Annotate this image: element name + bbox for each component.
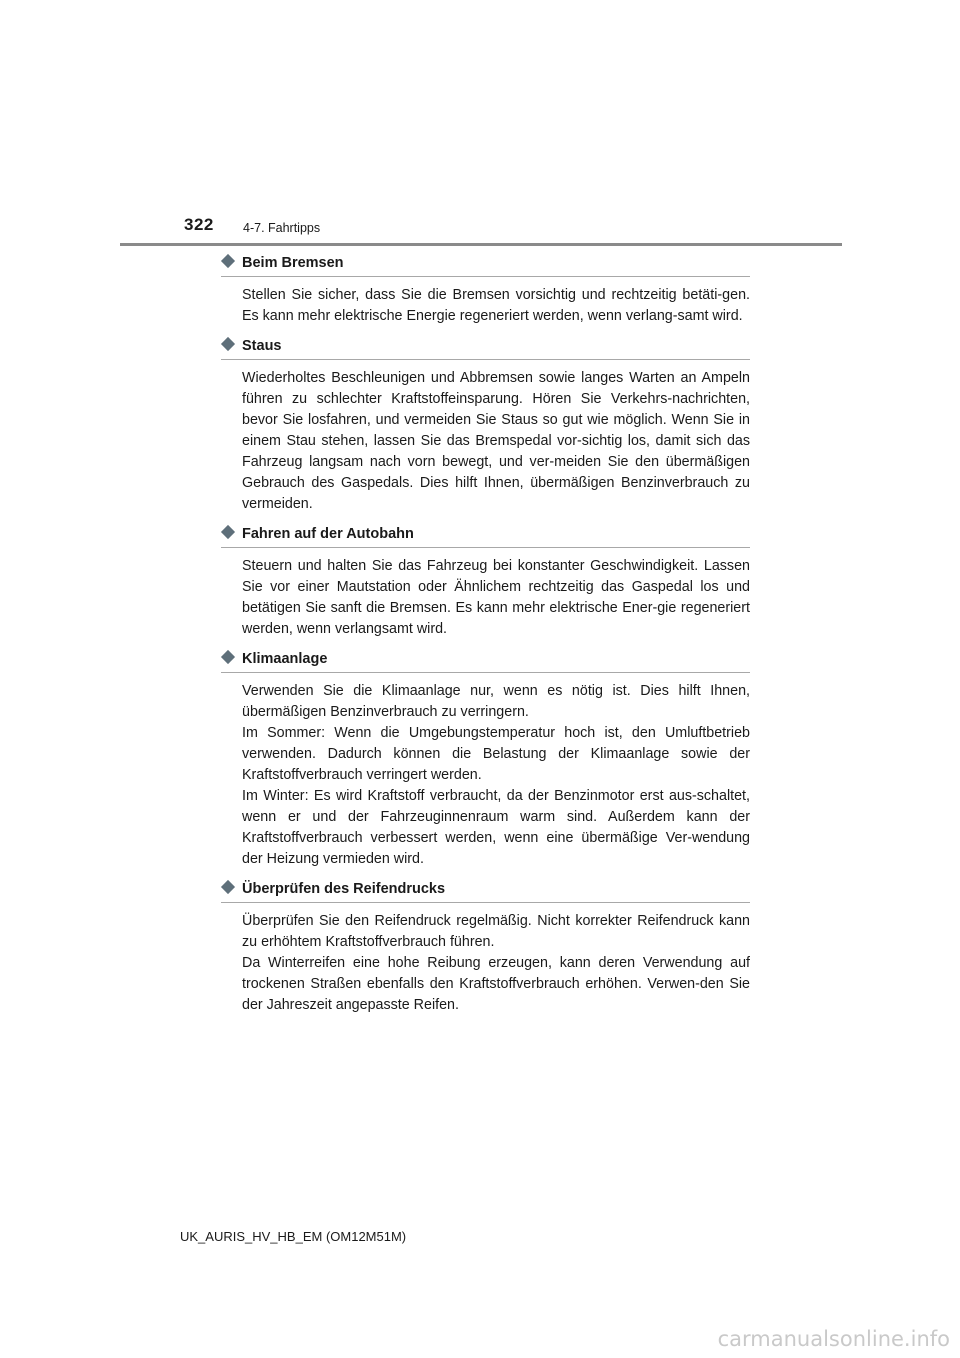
section-braking	[221, 252, 750, 327]
page-header	[0, 0, 960, 250]
section-title: Überprüfen des Reifendrucks	[242, 881, 446, 897]
watermark: carmanualsonline.info	[717, 1327, 950, 1351]
body-paragraph: Überprüfen Sie den Reifendruck regelmäßig. Nicht korrekter Reifendruck kann zu erhöhtem Kraftstoffverbrauch führen.	[242, 913, 750, 950]
section-heading	[221, 523, 750, 548]
section-air-conditioning	[221, 648, 750, 870]
body-paragraph: Im Winter: Es wird Kraftstoff verbraucht, da der Benzinmotor erst aus-schaltet, wenn er und der Fahrzeuginnenraum warm sind. Außerdem kann der Kraftstoffverbrauch verbessert werden, wenn eine übermäßige Ver-wendung der Heizung vermieden wird.	[242, 788, 750, 867]
diamond-bullet-icon	[221, 337, 235, 351]
section-title: Fahren auf der Autobahn	[242, 526, 414, 542]
header-divider	[120, 243, 842, 246]
section-body	[221, 681, 750, 870]
section-heading	[221, 878, 750, 903]
section-body	[221, 285, 750, 327]
section-heading	[221, 335, 750, 360]
section-traffic-jams	[221, 335, 750, 515]
body-paragraph: Im Sommer: Wenn die Umgebungstemperatur hoch ist, den Umluftbetrieb verwenden. Dadurch können die Belastung der Klimaanlage sowie der Kraftstoffverbrauch verringert werden.	[242, 725, 750, 783]
diamond-bullet-icon	[221, 525, 235, 539]
section-title: Klimaanlage	[242, 651, 328, 667]
body-paragraph: Verwenden Sie die Klimaanlage nur, wenn es nötig ist. Dies hilft Ihnen, übermäßigen Benzinverbrauch zu verringern.	[242, 683, 750, 720]
section-title: Beim Bremsen	[242, 255, 344, 271]
section-body	[221, 368, 750, 515]
body-paragraph: Da Winterreifen eine hohe Reibung erzeugen, kann deren Verwendung auf trockenen Straßen ebenfalls den Kraftstoffverbrauch erhöhen. Verwen-den Sie der Jahreszeit angepasste Reifen.	[242, 955, 750, 1013]
section-body	[221, 911, 750, 1016]
section-heading	[221, 252, 750, 277]
chapter-label: 4-7. Fahrtipps	[243, 221, 321, 235]
section-heading	[221, 648, 750, 673]
body-paragraph: Steuern und halten Sie das Fahrzeug bei konstanter Geschwindigkeit. Lassen Sie vor einer Mautstation oder Ähnlichem rechtzeitig das Gaspedal los und betätigen Sie sanft die Bremsen. Es kann mehr elektrische Ener-gie regeneriert werden, wenn verlangsamt wird.	[242, 558, 750, 637]
diamond-bullet-icon	[221, 880, 235, 894]
section-tire-pressure	[221, 878, 750, 1016]
page-number: 322	[184, 215, 214, 234]
diamond-bullet-icon	[221, 254, 235, 268]
body-paragraph: Stellen Sie sicher, dass Sie die Bremsen vorsichtig und rechtzeitig betäti-gen. Es kann mehr elektrische Energie regeneriert werden, wenn verlang-samt wird.	[242, 287, 750, 324]
section-highway-driving	[221, 523, 750, 640]
section-body	[221, 556, 750, 640]
section-title: Staus	[242, 338, 282, 354]
diamond-bullet-icon	[221, 650, 235, 664]
main-content	[221, 252, 750, 1024]
body-paragraph: Wiederholtes Beschleunigen und Abbremsen sowie langes Warten an Ampeln führen zu schlechter Kraftstoffeinsparung. Hören Sie Verkehrs-nachrichten, bevor Sie losfahren, und vermeiden Sie Staus so gut wie möglich. Wenn Sie in einem Stau stehen, lassen Sie das Bremspedal vor-sichtig los, damit sich das Fahrzeug langsam nach vorn bewegt, und ver-meiden Sie den übermäßigen Gebrauch des Gaspedals. Dies hilft Ihnen, übermäßigen Benzinverbrauch zu vermeiden.	[242, 370, 750, 512]
document-id-footer: UK_AURIS_HV_HB_EM (OM12M51M)	[180, 1229, 407, 1244]
